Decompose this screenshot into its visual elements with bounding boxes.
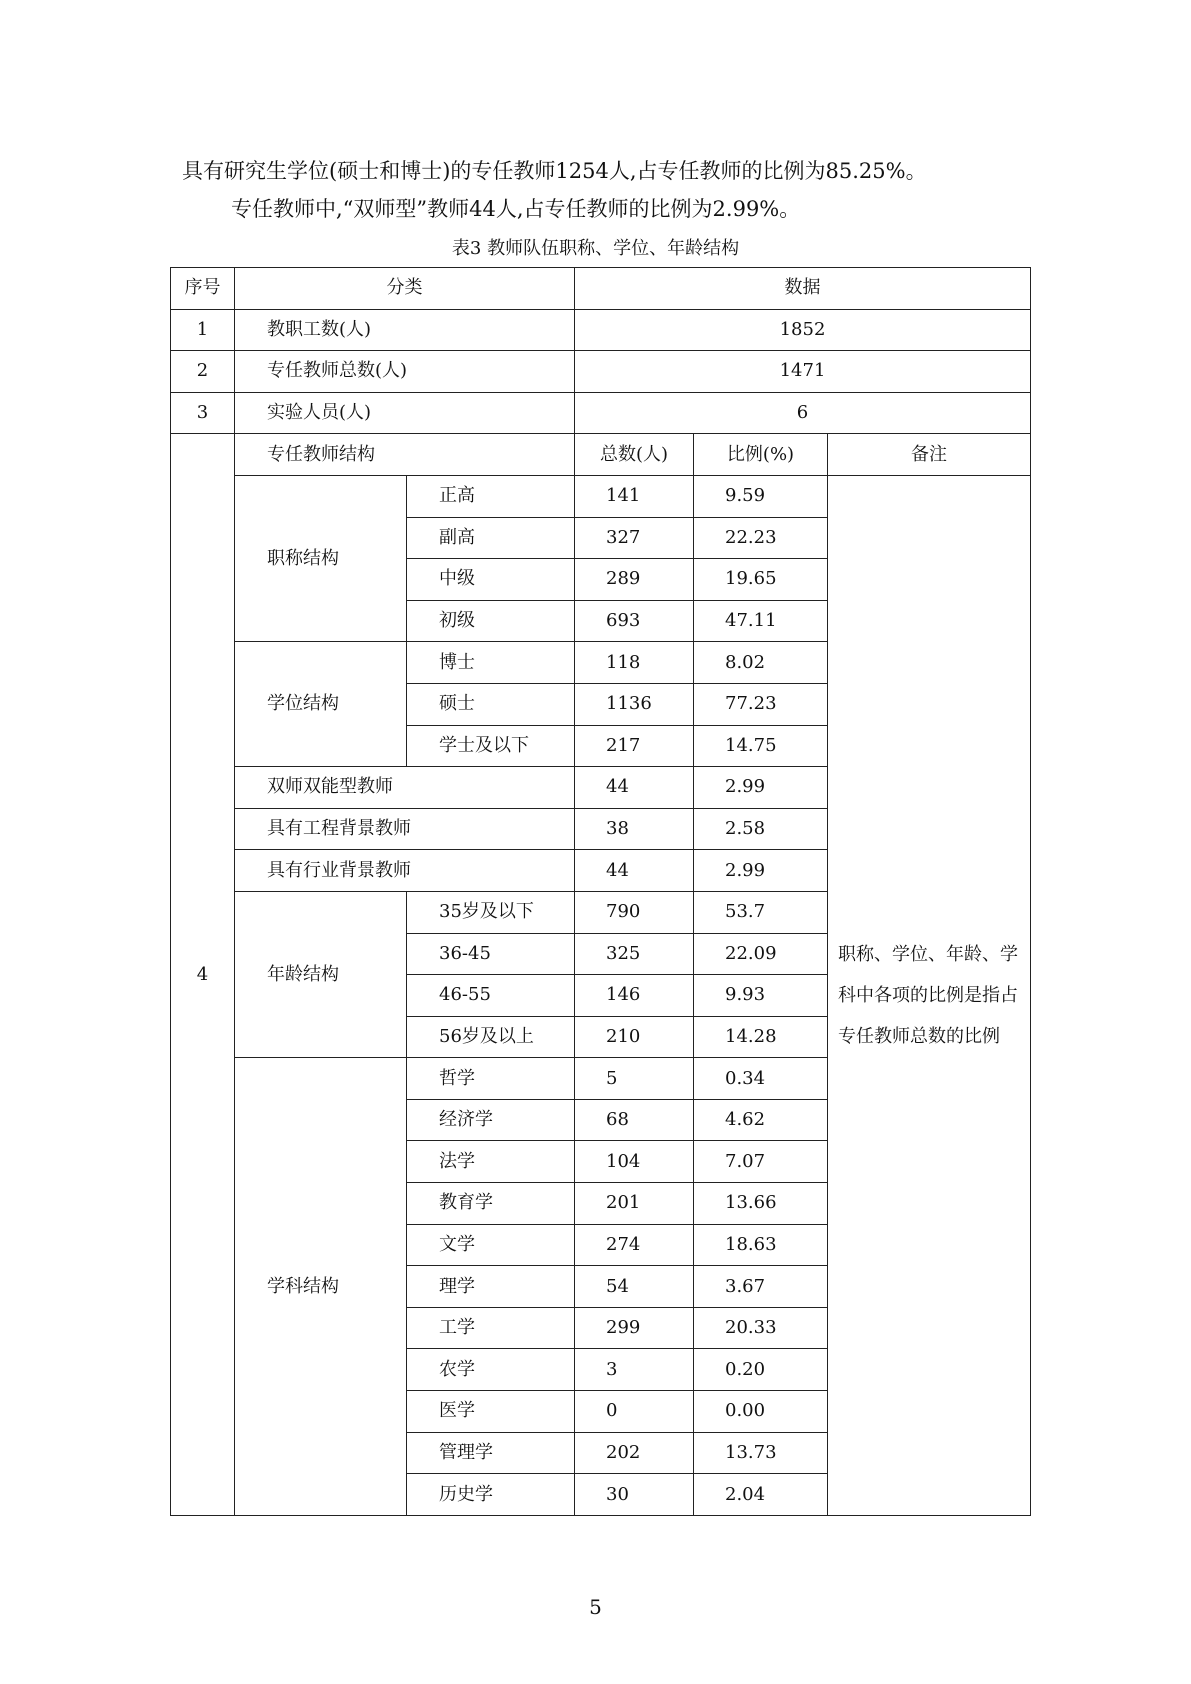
item-total: 210 — [575, 1016, 694, 1058]
item-name: 历史学 — [407, 1474, 575, 1516]
item-name: 工学 — [407, 1307, 575, 1349]
item-total: 289 — [575, 559, 694, 601]
item-ratio: 8.02 — [694, 642, 828, 684]
header-data: 数据 — [575, 268, 1031, 310]
item-name: 博士 — [407, 642, 575, 684]
item-total: 201 — [575, 1183, 694, 1225]
item-total: 38 — [575, 808, 694, 850]
item-total: 327 — [575, 517, 694, 559]
item-total: 274 — [575, 1224, 694, 1266]
item-ratio: 53.7 — [694, 891, 828, 933]
seq-cell: 2 — [171, 351, 235, 393]
item-ratio: 2.99 — [694, 850, 828, 892]
item-ratio: 4.62 — [694, 1099, 828, 1141]
table-caption: 表3 教师队伍职称、学位、年龄结构 — [451, 238, 740, 259]
item-total: 217 — [575, 725, 694, 767]
item-name: 理学 — [407, 1266, 575, 1308]
paragraph-1: 具有研究生学位(硕士和博士)的专任教师1254人,占专任教师的比例为85.25%。 — [182, 159, 927, 183]
item-total: 5 — [575, 1058, 694, 1100]
ratio-header: 比例(%) — [694, 434, 828, 476]
item-total: 54 — [575, 1266, 694, 1308]
item-ratio: 2.04 — [694, 1474, 828, 1516]
item-name: 教育学 — [407, 1183, 575, 1225]
item-name: 农学 — [407, 1349, 575, 1391]
seq-cell: 1 — [171, 309, 235, 351]
note-header: 备注 — [828, 434, 1031, 476]
group-label-subject: 学科结构 — [235, 1058, 407, 1516]
teacher-structure-table — [170, 267, 1031, 1516]
item-ratio: 2.99 — [694, 767, 828, 809]
category-cell: 教职工数(人) — [235, 309, 575, 351]
group-label-title: 职称结构 — [235, 475, 407, 641]
item-name: 医学 — [407, 1391, 575, 1433]
note-cell: 职称、学位、年龄、学科中各项的比例是指占专任教师总数的比例 — [828, 475, 1031, 1515]
header-seq: 序号 — [171, 268, 235, 310]
item-ratio: 22.23 — [694, 517, 828, 559]
structure-label: 专任教师结构 — [235, 434, 575, 476]
page-number: 5 — [589, 1595, 602, 1619]
paragraph-2: 专任教师中,“双师型”教师44人,占专任教师的比例为2.99%。 — [231, 197, 801, 221]
item-total: 3 — [575, 1349, 694, 1391]
value-cell: 6 — [575, 392, 1031, 434]
item-ratio: 2.58 — [694, 808, 828, 850]
seq-cell: 3 — [171, 392, 235, 434]
section4-header-row — [171, 434, 1031, 476]
item-ratio: 22.09 — [694, 933, 828, 975]
item-ratio: 14.75 — [694, 725, 828, 767]
value-cell: 1852 — [575, 309, 1031, 351]
item-ratio: 13.66 — [694, 1183, 828, 1225]
item-total: 44 — [575, 767, 694, 809]
item-ratio: 47.11 — [694, 600, 828, 642]
single-name: 具有工程背景教师 — [235, 808, 575, 850]
item-total: 44 — [575, 850, 694, 892]
group-label-age: 年龄结构 — [235, 891, 407, 1057]
item-total: 325 — [575, 933, 694, 975]
item-name: 中级 — [407, 559, 575, 601]
item-total: 68 — [575, 1099, 694, 1141]
item-ratio: 14.28 — [694, 1016, 828, 1058]
item-name: 学士及以下 — [407, 725, 575, 767]
item-name: 56岁及以上 — [407, 1016, 575, 1058]
item-ratio: 0.34 — [694, 1058, 828, 1100]
single-name: 双师双能型教师 — [235, 767, 575, 809]
item-total: 299 — [575, 1307, 694, 1349]
item-total: 202 — [575, 1432, 694, 1474]
table-row — [171, 309, 1031, 351]
item-name: 35岁及以下 — [407, 891, 575, 933]
table-row — [171, 475, 1031, 517]
item-ratio: 0.00 — [694, 1391, 828, 1433]
item-total: 790 — [575, 891, 694, 933]
item-name: 36-45 — [407, 933, 575, 975]
total-header: 总数(人) — [575, 434, 694, 476]
item-name: 46-55 — [407, 975, 575, 1017]
item-ratio: 18.63 — [694, 1224, 828, 1266]
item-ratio: 77.23 — [694, 683, 828, 725]
value-cell: 1471 — [575, 351, 1031, 393]
item-total: 30 — [575, 1474, 694, 1516]
item-name: 文学 — [407, 1224, 575, 1266]
table-row — [171, 351, 1031, 393]
item-total: 141 — [575, 475, 694, 517]
item-ratio: 19.65 — [694, 559, 828, 601]
category-cell: 专任教师总数(人) — [235, 351, 575, 393]
seq-cell: 4 — [171, 434, 235, 1515]
item-total: 693 — [575, 600, 694, 642]
item-total: 104 — [575, 1141, 694, 1183]
item-total: 1136 — [575, 683, 694, 725]
item-ratio: 0.20 — [694, 1349, 828, 1391]
item-name: 初级 — [407, 600, 575, 642]
item-total: 146 — [575, 975, 694, 1017]
group-label-degree: 学位结构 — [235, 642, 407, 767]
item-total: 118 — [575, 642, 694, 684]
table-row — [171, 392, 1031, 434]
item-name: 管理学 — [407, 1432, 575, 1474]
item-ratio: 7.07 — [694, 1141, 828, 1183]
item-name: 法学 — [407, 1141, 575, 1183]
item-name: 经济学 — [407, 1099, 575, 1141]
item-ratio: 9.93 — [694, 975, 828, 1017]
item-total: 0 — [575, 1391, 694, 1433]
item-name: 硕士 — [407, 683, 575, 725]
item-ratio: 3.67 — [694, 1266, 828, 1308]
category-cell: 实验人员(人) — [235, 392, 575, 434]
item-name: 正高 — [407, 475, 575, 517]
item-name: 哲学 — [407, 1058, 575, 1100]
header-category: 分类 — [235, 268, 575, 310]
item-name: 副高 — [407, 517, 575, 559]
single-name: 具有行业背景教师 — [235, 850, 575, 892]
item-ratio: 9.59 — [694, 475, 828, 517]
table-header-row — [171, 268, 1031, 310]
item-ratio: 13.73 — [694, 1432, 828, 1474]
item-ratio: 20.33 — [694, 1307, 828, 1349]
